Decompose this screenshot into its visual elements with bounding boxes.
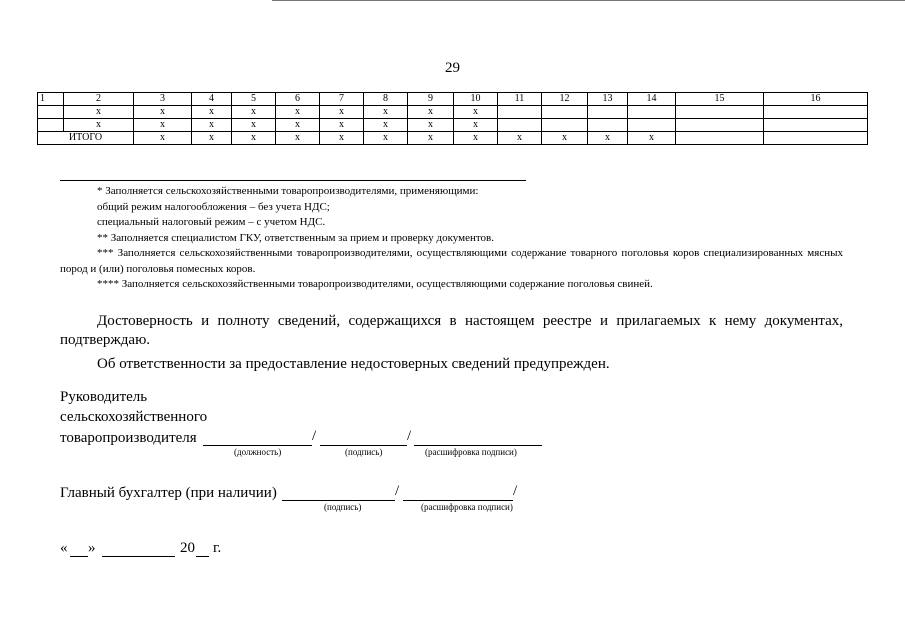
declaration-paragraph-2: Об ответственности за предоставление недостоверных сведений предупрежден. [97,356,610,372]
page-number: 29 [445,60,460,76]
header-cell: 4 [192,93,232,106]
header-cell: 1 [38,93,64,106]
table-cell: x [134,106,192,119]
table-cell [764,106,868,119]
table-cell: x [276,119,320,132]
table-cell [498,106,542,119]
header-cell: 13 [588,93,628,106]
table-cell [676,132,764,145]
table-cell [588,119,628,132]
table-cell: x [276,132,320,145]
footnote-separator [60,180,526,181]
header-cell: 14 [628,93,676,106]
table-cell [542,119,588,132]
header-cell: 9 [408,93,454,106]
table-cell: x [408,132,454,145]
registry-table [37,92,868,145]
separator-slash: / [395,483,400,499]
table-cell [764,132,868,145]
position-caption: (должность) [234,447,282,457]
date-open-quote: « [60,540,68,556]
header-cell: 7 [320,93,364,106]
table-cell: x [192,119,232,132]
table-cell [676,106,764,119]
footnote-1-line-2: общий режим налогообложения – без учета НДС; [97,200,330,213]
declaration-paragraph-1: Достоверность и полноту сведений, содержащихся в настоящем реестре и прилагаемых к нему документах, подтверждаю. [60,313,843,348]
table-cell [628,119,676,132]
table-cell: x [454,106,498,119]
header-cell: 16 [764,93,868,106]
footnote-4: **** Заполняется сельскохозяйственными товаропроизводителями, осуществляющими содержание поголовья свиней. [97,278,653,290]
accountant-signature-field[interactable] [282,500,395,501]
accountant-decoding-field[interactable] [403,500,513,501]
header-cell: 6 [276,93,320,106]
header-cell: 3 [134,93,192,106]
signature-decoding-field[interactable] [414,445,542,446]
table-cell: x [364,132,408,145]
table-row [38,119,868,132]
position-field[interactable] [203,445,312,446]
signature-caption: (подпись) [345,447,383,457]
header-cell: 15 [676,93,764,106]
header-cell: 10 [454,93,498,106]
signature-decoding-caption: (расшифровка подписи) [425,447,517,457]
table-cell: x [542,132,588,145]
accountant-decoding-caption: (расшифровка подписи) [421,502,513,512]
header-cell: 11 [498,93,542,106]
accountant-signature-caption: (подпись) [324,502,362,512]
date-month-field[interactable] [102,556,175,557]
table-cell: x [364,106,408,119]
head-label-line-1: Руководитель [60,389,148,405]
separator-slash: / [407,428,412,444]
table-cell: x [134,132,192,145]
table-cell: x [134,119,192,132]
table-cell [542,106,588,119]
table-cell: x [64,106,134,119]
separator-slash: / [312,428,317,444]
table-total-row [38,132,868,145]
separator-slash: / [513,483,518,499]
table-cell [628,106,676,119]
header-cell: 2 [64,93,134,106]
header-cell: 5 [232,93,276,106]
total-label: ИТОГО [38,132,134,145]
table-cell: x [454,119,498,132]
table-row [38,106,868,119]
table-cell: x [232,106,276,119]
header-cell: 8 [364,93,408,106]
table-cell: x [64,119,134,132]
table-cell [588,106,628,119]
table-cell: x [588,132,628,145]
header-cell: 12 [542,93,588,106]
date-close-quote: » [88,540,96,556]
head-label-line-3: товаропроизводителя [60,430,197,446]
table-header-row [38,93,868,106]
date-year-suffix: г. [213,540,222,556]
table-cell: x [364,119,408,132]
signature-field[interactable] [320,445,407,446]
table-cell [498,119,542,132]
table-cell: x [232,119,276,132]
date-year-field[interactable] [196,556,209,557]
table-cell: x [408,119,454,132]
head-label-line-2: сельскохозяйственного [60,409,208,425]
table-cell: x [454,132,498,145]
table-cell: x [408,106,454,119]
footnote-1-line-3: специальный налоговый режим – с учетом НДС. [97,216,326,228]
table-cell [764,119,868,132]
declaration [60,312,843,374]
table-cell: x [320,106,364,119]
table-cell: x [192,106,232,119]
table-cell: x [498,132,542,145]
table-cell [676,119,764,132]
table-cell: x [232,132,276,145]
footnote-1: * Заполняется сельскохозяйственными товаропроизводителями, применяющими: [97,185,479,197]
table-cell: x [320,119,364,132]
date-day-field[interactable] [70,556,88,557]
table-cell: x [320,132,364,145]
footnotes [60,184,843,293]
table-cell: x [192,132,232,145]
table-cell: x [628,132,676,145]
top-border-line [272,0,905,1]
footnote-2: ** Заполняется специалистом ГКУ, ответственным за прием и проверку документов. [97,231,494,244]
date-year-prefix: 20 [180,540,195,556]
footnote-3: *** Заполняется сельскохозяйственными товаропроизводителями, осуществляющими содержание товарного поголовья коров специализированных мясных пород и (или) поголовья помесных коров. [60,247,843,275]
table-cell [38,106,64,119]
table-cell [38,119,64,132]
accountant-label: Главный бухгалтер (при наличии) [60,485,277,501]
table-cell: x [276,106,320,119]
